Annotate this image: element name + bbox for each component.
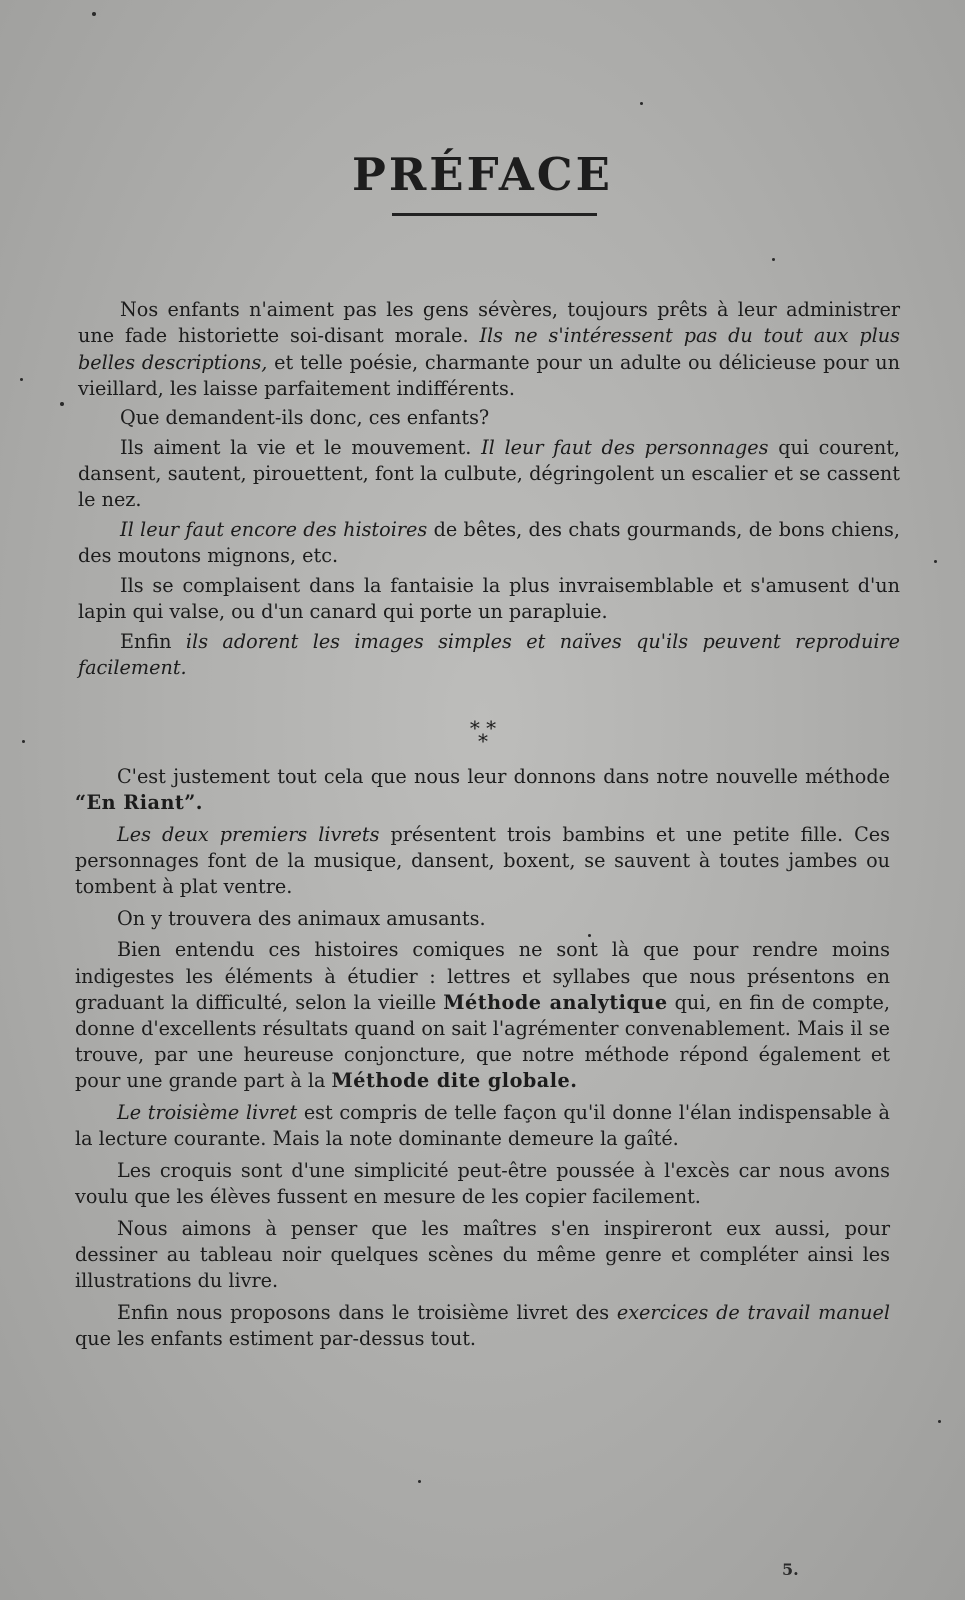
paragraph-text: Ils aiment la vie et le mouvement. bbox=[120, 435, 482, 459]
paper-speck bbox=[20, 378, 23, 381]
paragraph: Ils se complaisent dans la fantaisie la plus invraisemblable et s'amusent d'un lapin qui valse, ou d'un canard qui porte un parapluie. bbox=[78, 573, 900, 624]
method-section bbox=[75, 764, 890, 1357]
paragraph bbox=[78, 517, 900, 570]
paragraph-text: qui courent, dansent, sautent, pirouettent, font la culbute, dégringolent un escalier et se cassent le nez. bbox=[78, 435, 901, 512]
paragraph-text: Enfin bbox=[120, 629, 186, 653]
paragraph-italic: Ils ne s'intéressent pas du tout aux plus belles descriptions, bbox=[78, 324, 901, 374]
paragraph-italic: Les deux premiers livrets bbox=[117, 822, 380, 846]
paragraph bbox=[75, 1300, 890, 1352]
page-title: PRÉFACE bbox=[352, 148, 613, 201]
paragraph-text: Enfin nous proposons dans le troisième livret des bbox=[117, 1300, 617, 1324]
method-name: “En Riant”. bbox=[75, 791, 203, 815]
paragraph-text: présentent trois bambins et une petite fille. Ces personnages font de la musique, dansent, boxent, se sauvent à toutes jambes ou tombent à plat ventre. bbox=[75, 822, 890, 899]
title-underline bbox=[392, 213, 597, 216]
paper-speck bbox=[640, 102, 643, 105]
paragraph-text: C'est justement tout cela que nous leur donnons dans notre nouvelle méthode bbox=[117, 765, 890, 788]
paper-speck bbox=[934, 560, 937, 563]
intro-section bbox=[78, 297, 900, 684]
paragraph bbox=[78, 629, 900, 682]
paragraph-text: de bêtes, des chats gourmands, de bons chiens, des moutons mignons, etc. bbox=[78, 517, 901, 568]
paper-speck bbox=[60, 402, 64, 406]
paragraph-italic: Le troisième livret bbox=[117, 1101, 298, 1124]
paragraph-text: qui, en fin de compte, donne d'excellents résultats quand on sait l'agrémenter convenablement. Mais il se trouve, par une heureuse conjoncture, que notre méthode répond également et pour une grande part à la bbox=[75, 990, 891, 1093]
paper-speck bbox=[772, 258, 775, 261]
paragraph bbox=[75, 764, 890, 816]
paragraph-text: Bien entendu ces histoires comiques ne sont là que pour rendre moins indigestes les éléments à étudier : lettres et syllabes que nous présentons en graduant la difficulté, selon la vieille bbox=[75, 938, 890, 1014]
paragraph bbox=[78, 297, 900, 402]
paragraph: Nous aimons à penser que les maîtres s'en inspireront eux aussi, pour dessiner au tableau noir quelques scènes du même genre et compléter ainsi les illustrations du livre. bbox=[75, 1216, 890, 1292]
paper-speck bbox=[22, 740, 25, 743]
paper-speck bbox=[418, 1480, 421, 1483]
paragraph-text: Nos enfants n'aiment pas les gens sévères, toujours prêts à leur administrer une fade historiette soi-disant morale. bbox=[78, 298, 900, 348]
paragraph: Que demandent-ils donc, ces enfants? bbox=[120, 406, 490, 430]
paragraph: On y trouvera des animaux amusants. bbox=[117, 906, 486, 930]
section-separator: * * * bbox=[469, 716, 497, 753]
paragraph bbox=[75, 1100, 890, 1152]
paragraph-italic: Il leur faut des personnages bbox=[481, 435, 769, 459]
paragraph-italic: exercices de travail manuel bbox=[616, 1300, 890, 1324]
method-name: Méthode dite globale. bbox=[331, 1069, 578, 1093]
paragraph-text: et telle poésie, charmante pour un adulte ou délicieuse pour un vieillard, les laisse parfaitement indifférents. bbox=[78, 350, 900, 400]
paragraph-text: que les enfants estiment par-dessus tout. bbox=[75, 1326, 477, 1350]
paragraph-italic: ils adorent les images simples et naïves qu'ils peuvent reproduire facilement. bbox=[78, 629, 900, 679]
page-number: 5. bbox=[782, 1560, 799, 1579]
paragraph: Les croquis sont d'une simplicité peut-être poussée à l'excès car nous avons voulu que les élèves fussent en mesure de les copier facilement. bbox=[75, 1158, 890, 1208]
paragraph bbox=[75, 822, 890, 901]
paragraph bbox=[75, 937, 890, 1094]
method-name: Méthode analytique bbox=[443, 990, 668, 1014]
paragraph-italic: Il leur faut encore des histoires bbox=[120, 517, 428, 541]
paragraph bbox=[78, 435, 900, 514]
paper-speck bbox=[92, 12, 96, 16]
paper-speck bbox=[938, 1420, 941, 1423]
paragraph-text: est compris de telle façon qu'il donne l'élan indispensable à la lecture courante. Mais la note dominante demeure la gaîté. bbox=[75, 1101, 890, 1151]
